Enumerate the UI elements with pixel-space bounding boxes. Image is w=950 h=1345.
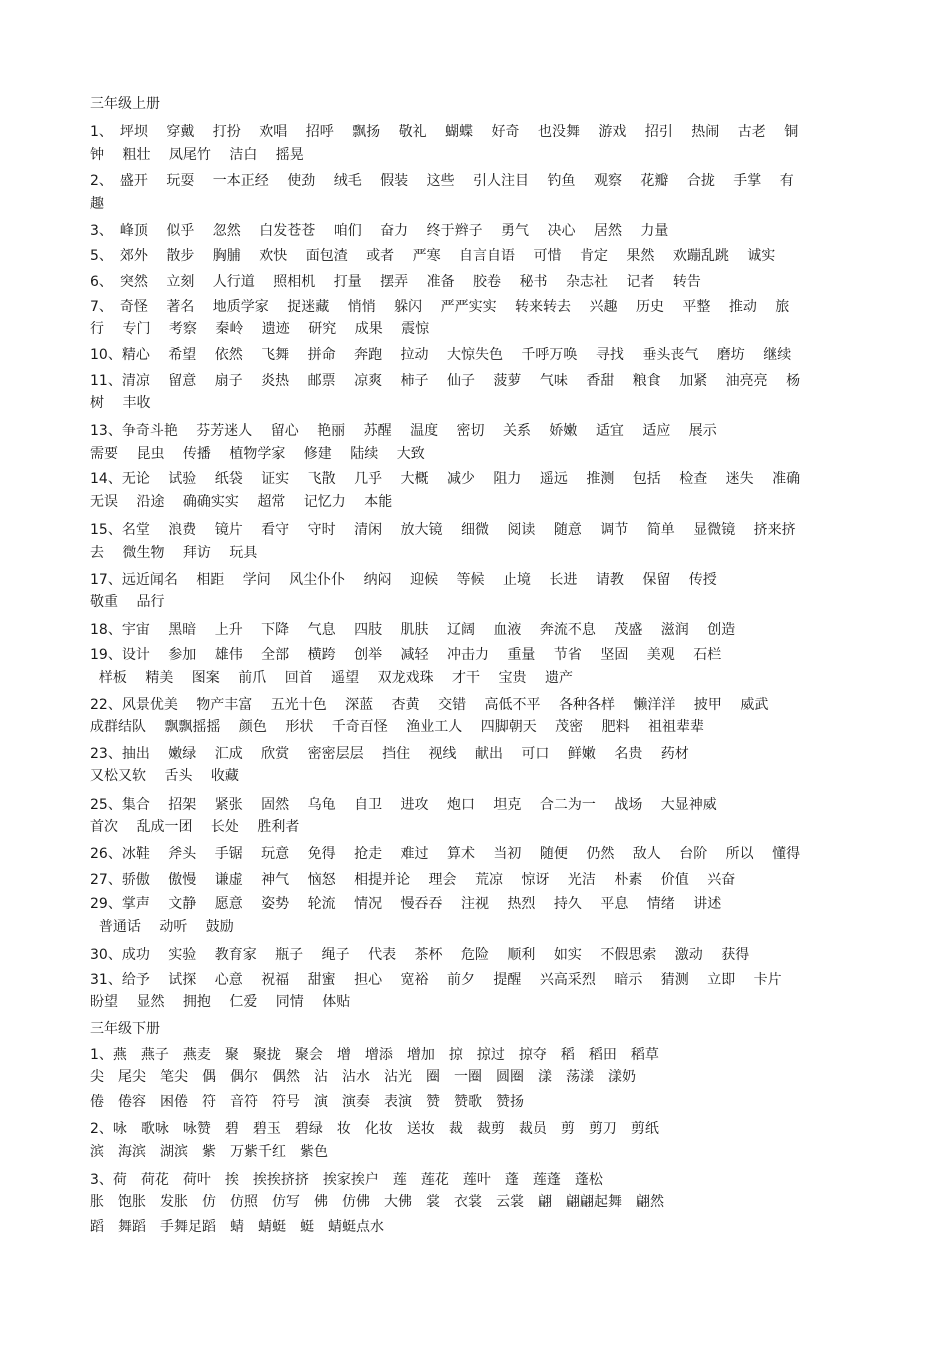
vocab-line: 29、掌声 文静 愿意 姿势 轮流 情况 慢吞吞 注视 热烈 持久 平息 情绪 讲述 <box>90 896 722 912</box>
vocab-line: 滨 海滨 湖滨 紫 万紫千红 紫色 <box>90 1144 328 1160</box>
vocab-line: 2、咏 歌咏 咏赞 碧 碧玉 碧绿 妆 化妆 送妆 裁 裁剪 裁员 剪 剪刀 剪纸 <box>90 1121 659 1137</box>
vocab-line: 样板 精美 图案 前爪 回首 遥望 双龙戏珠 才干 宝贵 遗产 <box>90 670 573 686</box>
vocab-line: 31、给予 试探 心意 祝福 甜蜜 担心 宽裕 前夕 提醒 兴高采烈 暗示 猜测 立即 卡片 <box>90 972 782 988</box>
vocab-line: 23、抽出 嫩绿 汇成 欣赏 密密层层 挡住 视线 献出 可口 鲜嫩 名贵 药材 <box>90 746 689 762</box>
vocab-line: 11、清凉 留意 扇子 炎热 邮票 凉爽 柿子 仙子 菠萝 气味 香甜 粮食 加紧 油亮亮 杨 <box>90 373 801 389</box>
vocab-line: 3、荷 荷花 荷叶 挨 挨挨挤挤 挨家挨户 莲 莲花 莲叶 蓬 莲蓬 蓬松 <box>90 1172 603 1188</box>
vocab-line: 14、无论 试验 纸袋 证实 飞散 几乎 大概 减少 阻力 遥远 推测 包括 检查 迷失 准确 <box>90 471 801 487</box>
vocab-line: 趣 <box>90 196 104 212</box>
vocab-line: 敬重 品行 <box>90 594 165 610</box>
vocab-line: 1、燕 燕子 燕麦 聚 聚拢 聚会 增 增添 增加 掠 掠过 掠夺 稻 稻田 稻草 <box>90 1047 659 1063</box>
vocab-line: 胀 饱胀 发胀 仿 仿照 仿写 佛 仿佛 大佛 裳 衣裳 云裳 翩 翩翩起舞 翩然 <box>90 1194 664 1210</box>
vocab-line: 25、集合 招架 紧张 固然 乌龟 自卫 进攻 炮口 坦克 合二为一 战场 大显神威 <box>90 797 717 813</box>
vocab-line: 去 微生物 拜访 玩具 <box>90 545 258 561</box>
section-heading: 三年级下册 <box>90 1021 160 1037</box>
vocab-line: 3、 峰顶 似乎 忽然 白发苍苍 咱们 奋力 终于辫子 勇气 决心 居然 力量 <box>90 223 669 239</box>
vocab-line: 22、风景优美 物产丰富 五光十色 深蓝 杏黄 交错 高低不平 各种各样 懒洋洋 披甲 威武 <box>90 697 769 713</box>
vocab-line: 18、宇宙 黑暗 上升 下降 气息 四肢 肌肤 辽阔 血液 奔流不息 茂盛 滋润 创造 <box>90 622 736 638</box>
vocab-line: 首次 乱成一团 长处 胜利者 <box>90 819 300 835</box>
vocab-line: 26、冰鞋 斧头 手锯 玩意 免得 抢走 难过 算术 当初 随便 仍然 敌人 台阶 所以 懂得 <box>90 846 801 862</box>
vocab-line: 1、 坪坝 穿戴 打扮 欢唱 招呼 飘扬 敬礼 蝴蝶 好奇 也没舞 游戏 招引 热闹 古老 铜 <box>90 124 799 140</box>
vocab-line: 5、 郊外 散步 胸脯 欢快 面包渣 或者 严寒 自言自语 可惜 肯定 果然 欢蹦乱跳 诚实 <box>90 248 776 264</box>
vocab-line: 7、 奇怪 著名 地质学家 捉迷藏 悄悄 躲闪 严严实实 转来转去 兴趣 历史 平整 推动 旅 <box>90 299 790 315</box>
vocab-line: 15、名堂 浪费 镜片 看守 守时 清闲 放大镜 细微 阅读 随意 调节 简单 显微镜 挤来挤 <box>90 522 796 538</box>
vocab-line: 27、骄傲 傲慢 谦虚 神气 恼怒 相提并论 理会 荒凉 惊讶 光洁 朴素 价值 兴奋 <box>90 872 736 888</box>
vocab-line: 30、成功 实验 教育家 瓶子 绳子 代表 茶杯 危险 顺利 如实 不假思索 激动 获得 <box>90 947 750 963</box>
vocab-line: 行 专门 考察 秦岭 遗迹 研究 成果 震惊 <box>90 321 430 337</box>
vocab-line: 树 丰收 <box>90 395 151 411</box>
vocab-line: 17、远近闻名 相距 学问 风尘仆仆 纳闷 迎候 等候 止境 长进 请教 保留 传授 <box>90 572 717 588</box>
section-heading: 三年级上册 <box>90 96 160 112</box>
vocab-line: 6、 突然 立刻 人行道 照相机 打量 摆弄 准备 胶卷 秘书 杂志社 记者 转告 <box>90 274 701 290</box>
vocab-line: 需要 昆虫 传播 植物学家 修建 陆续 大致 <box>90 446 425 462</box>
vocab-line: 成群结队 飘飘摇摇 颜色 形状 千奇百怪 渔业工人 四脚朝天 茂密 肥料 祖祖辈辈 <box>90 719 705 735</box>
vocab-line: 10、精心 希望 依然 飞舞 拼命 奔跑 拉动 大惊失色 千呼万唤 寻找 垂头丧气 磨坊 继续 <box>90 347 792 363</box>
vocab-line: 盼望 显然 拥抱 仁爱 同情 体贴 <box>90 994 351 1010</box>
vocab-line: 钟 粗壮 凤尾竹 洁白 摇晃 <box>90 147 304 163</box>
vocab-line: 13、争奇斗艳 芬芳迷人 留心 艳丽 苏醒 温度 密切 关系 娇嫩 适宜 适应 展示 <box>90 423 717 439</box>
vocab-line: 2、 盛开 玩耍 一本正经 使劲 绒毛 假装 这些 引人注目 钓鱼 观察 花瓣 合拢 手掌 有 <box>90 173 794 189</box>
vocab-line: 尖 尾尖 笔尖 偶 偶尔 偶然 沾 沾水 沾光 圈 一圈 圆圈 漾 荡漾 漾奶 <box>90 1069 636 1085</box>
vocab-line: 19、设计 参加 雄伟 全部 横跨 创举 减轻 冲击力 重量 节省 坚固 美观 石栏 <box>90 647 722 663</box>
vocab-line: 又松又软 舌头 收藏 <box>90 768 239 784</box>
vocab-line: 蹈 舞蹈 手舞足蹈 蜻 蜻蜓 蜓 蜻蜓点水 <box>90 1219 384 1235</box>
vocab-line: 普通话 动听 鼓励 <box>90 919 234 935</box>
vocab-line: 无误 沿途 确确实实 超常 记忆力 本能 <box>90 494 393 510</box>
vocab-line: 倦 倦容 困倦 符 音符 符号 演 演奏 表演 赞 赞歌 赞扬 <box>90 1094 524 1110</box>
